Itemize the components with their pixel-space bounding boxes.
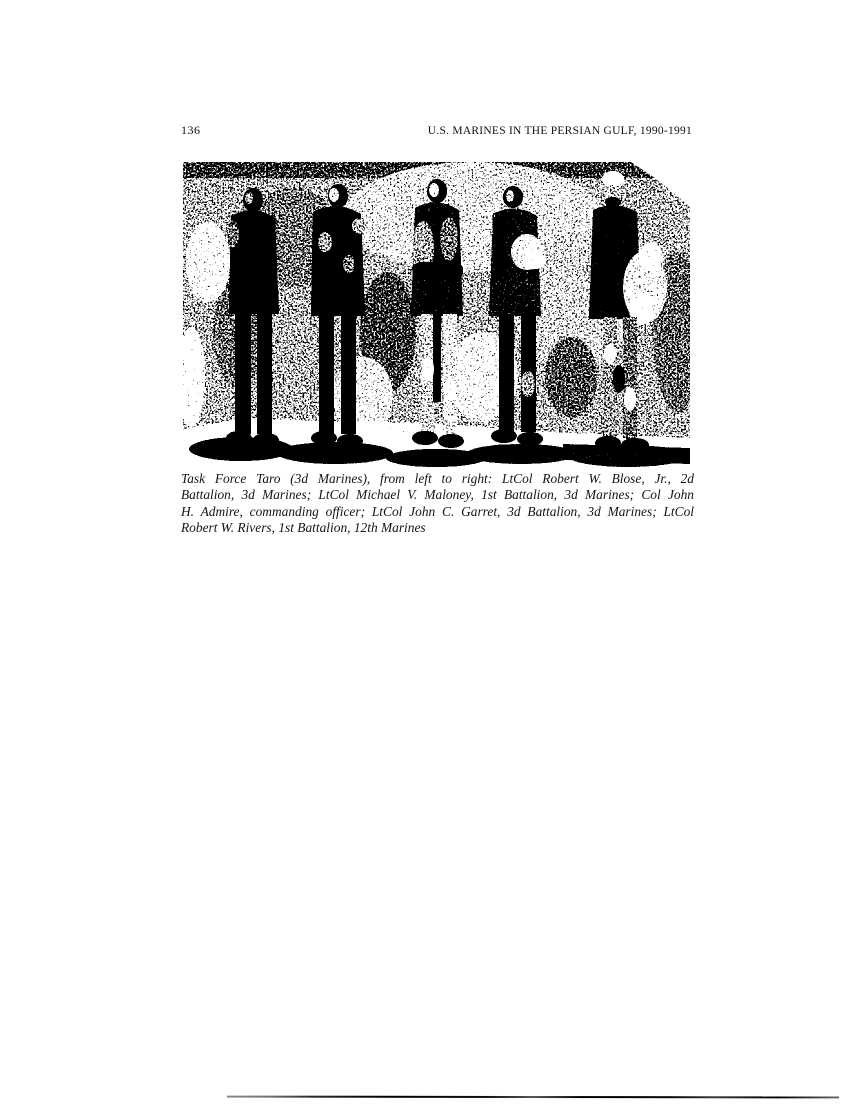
caption-line: Task Force Taro (3d Marines), from left to right: LtCol Robert W. Blose, Jr., 2d <box>181 471 694 486</box>
caption-line: H. Admire, commanding officer; LtCol John C. Garret, 3d Battalion, 3d Marines; LtCol <box>181 503 694 519</box>
caption-line: Battalion, 3d Marines; LtCol Michael V. Maloney, 1st Battalion, 3d Marines; Col John <box>181 487 694 503</box>
scan-artifact-line <box>227 1096 839 1099</box>
caption-line: Robert W. Rivers, 1st Battalion, 12th Marines <box>181 519 426 535</box>
photo-caption <box>181 471 694 536</box>
page-number: 136 <box>181 123 201 137</box>
halftone-photo-image <box>183 162 690 467</box>
photo-task-force-taro <box>183 162 690 467</box>
running-header <box>181 123 692 138</box>
running-header-title: U.S. MARINES IN THE PERSIAN GULF, 1990-1991 <box>427 125 692 137</box>
